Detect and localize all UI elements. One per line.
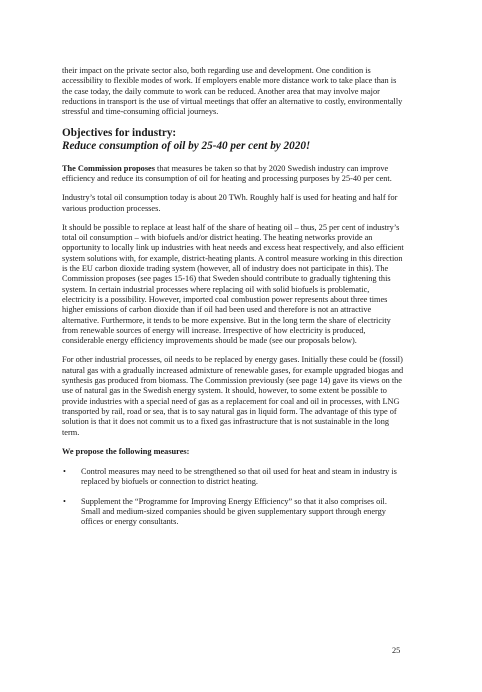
replace-heating-paragraph: It should be possible to replace at least half of the share of heating oil – thus, 25 per cent of industry’s total oil consumption – with biofuels and/or district heating. The heating networks provide an opportunity to locally link up industries with heat needs and excess heat respectively, and also efficient system solutions with, for example, district-heating plants. A control measure working in this direction is the EU carbon dioxide trading system (however, all of industry does not participate in this). The Commission proposes (see pages 15-16) that Sweden should contribute to gradually tightening this system. In certain industrial processes where replacing oil with solid biofuels is problematic, electricity is a possibility. However, imported coal combustion power represents about three times higher emissions of carbon dioxide than if oil had been used and therefore is not an attractive alternative. Furthermore, it tends to be more expensive. But in the long term the share of electricity from renewable sources of energy will increase. Irrespective of how electricity is produced, considerable energy efficiency improvements should be made (see our proposals below). <box>62 222 404 346</box>
measure-text: Control measures may need to be strengthened so that oil used for heat and steam in industry is replaced by biofuels or connection to district heating. <box>81 467 397 487</box>
measures-list <box>62 467 404 527</box>
proposal-paragraph <box>62 164 404 185</box>
document-page <box>62 66 404 537</box>
bullet-icon: • <box>63 467 66 477</box>
page-number: 25 <box>392 646 401 655</box>
measure-text: Supplement the “Programme for Improving Energy Efficiency” so that it also comprises oil. Small and medium-sized companies should be given supplementary support through energy offices or energy consultants. <box>81 496 387 527</box>
proposal-text: that measures be taken so that by 2020 Swedish industry can improve efficiency and reduce its consumption of oil for heating and processing purposes by 25-40 per cent. <box>62 163 392 183</box>
list-item <box>62 467 404 488</box>
intro-paragraph: their impact on the private sector also, both regarding use and development. One condition is accessibility to flexible modes of work. If employers enable more distance work to take place than is the case today, the daily commute to work can be reduced. Another area that may involve major reductions in transport is the use of virtual meetings that offer an alternative to costly, environmentally stressful and time-consuming official journeys. <box>62 66 403 117</box>
list-item <box>62 497 404 528</box>
consumption-paragraph: Industry’s total oil consumption today is about 20 TWh. Roughly half is used for heating and half for various production processes. <box>62 193 398 213</box>
section-heading: Objectives for industry: <box>62 127 177 140</box>
bullet-icon: • <box>63 496 66 506</box>
section-subheading: Reduce consumption of oil by 25-40 per cent by 2020! <box>62 140 311 153</box>
proposal-lead: The Commission proposes <box>62 163 155 173</box>
other-processes-paragraph: For other industrial processes, oil needs to be replaced by energy gases. Initially these could be (fossil) natural gas with a gradually increased admixture of renewable gases, for example upgraded biogas and synthesis gas produced from biomass. The Commission previously (see page 14) gave its views on the use of natural gas in the Swedish energy system. It should, however, to some extent be possible to provide industries with a special need of gas as a replacement for coal and oil in processes, with LNG transported by rail, road or sea, that is to say natural gas in liquid form. The advantage of this type of solution is that it does not commit us to a fixed gas infrastructure that is not sustainable in the long term. <box>62 355 404 437</box>
measures-title: We propose the following measures: <box>62 446 190 456</box>
